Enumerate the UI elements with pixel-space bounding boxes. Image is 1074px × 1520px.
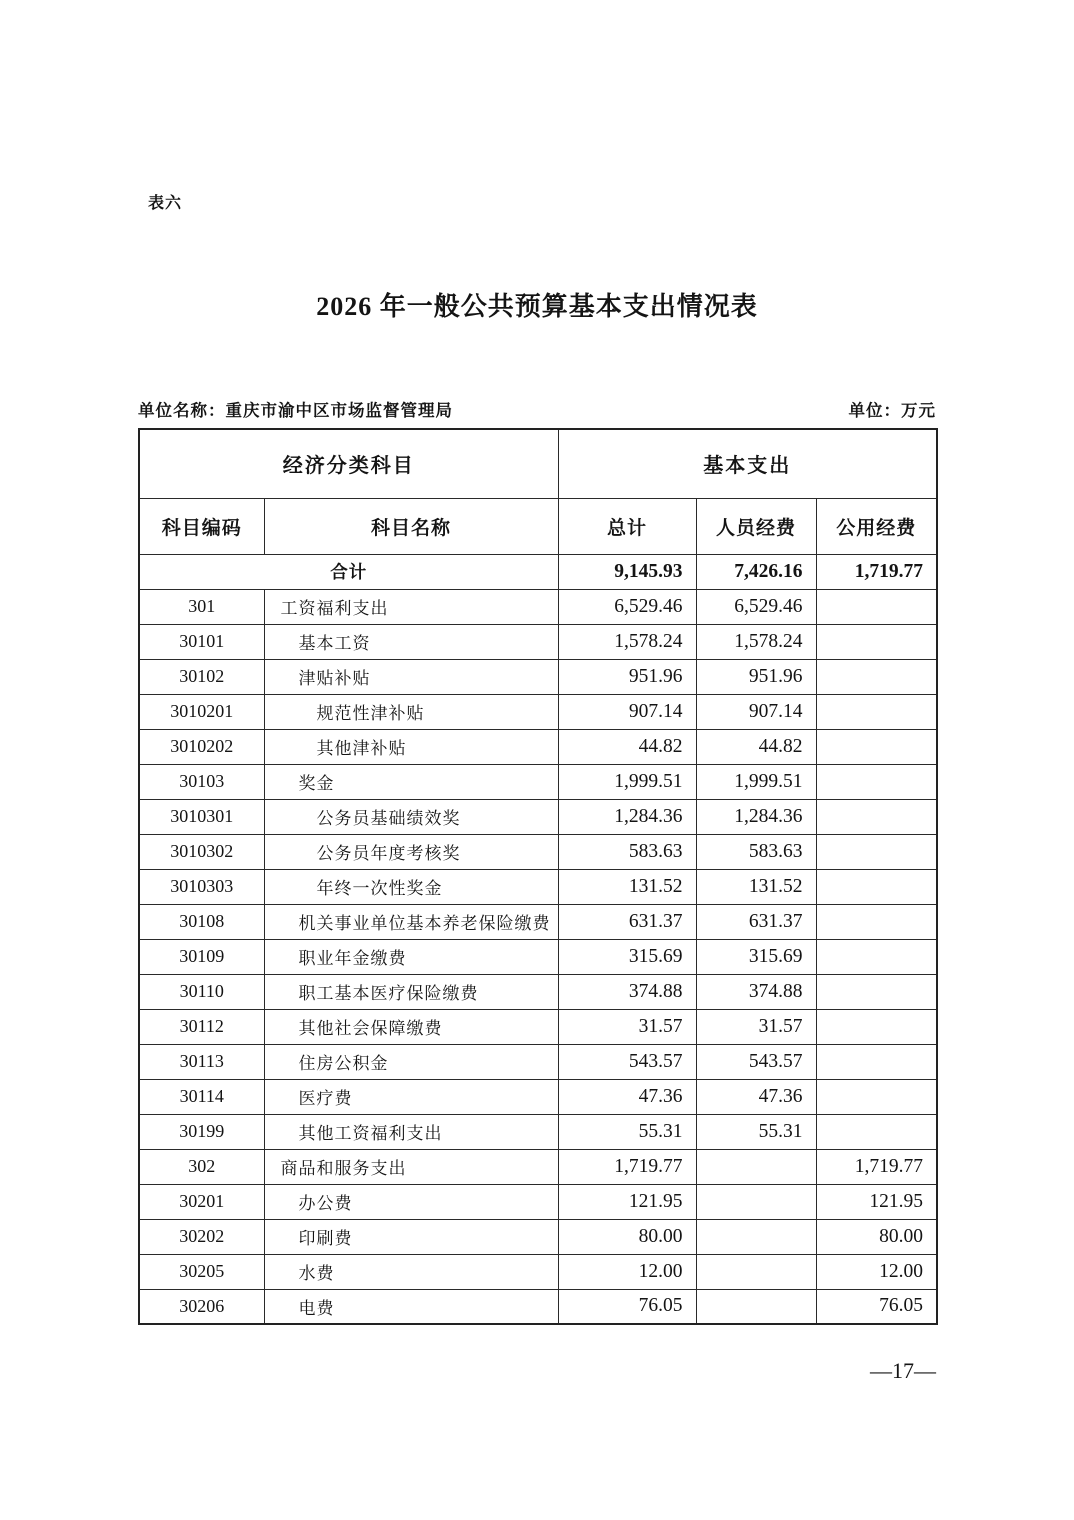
table-row bbox=[139, 1009, 937, 1044]
subject-name-cell: 办公费 bbox=[264, 1184, 558, 1219]
col-header-personnel-funds: 人员经费 bbox=[696, 498, 816, 554]
subject-name-cell: 其他工资福利支出 bbox=[264, 1114, 558, 1149]
public-value-cell bbox=[816, 1079, 937, 1114]
personnel-value-cell bbox=[696, 1184, 816, 1219]
personnel-value-cell: 47.36 bbox=[696, 1079, 816, 1114]
subject-code-cell: 302 bbox=[139, 1149, 264, 1184]
public-value-cell bbox=[816, 834, 937, 869]
total-value-cell: 1,719.77 bbox=[558, 1149, 696, 1184]
public-value-cell: 121.95 bbox=[816, 1184, 937, 1219]
total-value-cell: 31.57 bbox=[558, 1009, 696, 1044]
public-value-cell: 76.05 bbox=[816, 1289, 937, 1324]
subject-code-cell: 3010302 bbox=[139, 834, 264, 869]
subject-name-cell: 印刷费 bbox=[264, 1219, 558, 1254]
currency-unit-label: 单位：万元 bbox=[848, 401, 936, 420]
public-value-cell bbox=[816, 869, 937, 904]
table-column-header-row bbox=[139, 498, 937, 554]
unit-info-row bbox=[138, 397, 936, 421]
total-row-personnel-value: 7,426.16 bbox=[696, 554, 816, 589]
subject-code-cell: 3010201 bbox=[139, 694, 264, 729]
table-row bbox=[139, 869, 937, 904]
table-row bbox=[139, 1114, 937, 1149]
total-value-cell: 44.82 bbox=[558, 729, 696, 764]
total-value-cell: 80.00 bbox=[558, 1219, 696, 1254]
personnel-value-cell: 131.52 bbox=[696, 869, 816, 904]
subject-name-cell: 奖金 bbox=[264, 764, 558, 799]
public-value-cell bbox=[816, 904, 937, 939]
personnel-value-cell: 951.96 bbox=[696, 659, 816, 694]
subject-name-cell: 职工基本医疗保险缴费 bbox=[264, 974, 558, 1009]
col-header-total: 总计 bbox=[558, 498, 696, 554]
table-row bbox=[139, 799, 937, 834]
subject-name-cell: 公务员基础绩效奖 bbox=[264, 799, 558, 834]
personnel-value-cell: 907.14 bbox=[696, 694, 816, 729]
col-header-subject-code: 科目编码 bbox=[139, 498, 264, 554]
subject-code-cell: 30103 bbox=[139, 764, 264, 799]
table-row bbox=[139, 974, 937, 1009]
personnel-value-cell: 1,578.24 bbox=[696, 624, 816, 659]
public-value-cell: 12.00 bbox=[816, 1254, 937, 1289]
subject-name-cell: 商品和服务支出 bbox=[264, 1149, 558, 1184]
total-value-cell: 1,284.36 bbox=[558, 799, 696, 834]
personnel-value-cell: 1,999.51 bbox=[696, 764, 816, 799]
personnel-value-cell bbox=[696, 1289, 816, 1324]
table-row bbox=[139, 589, 937, 624]
personnel-value-cell: 44.82 bbox=[696, 729, 816, 764]
table-row bbox=[139, 834, 937, 869]
total-value-cell: 583.63 bbox=[558, 834, 696, 869]
personnel-value-cell bbox=[696, 1254, 816, 1289]
group-header-classification: 经济分类科目 bbox=[139, 429, 558, 498]
subject-code-cell: 301 bbox=[139, 589, 264, 624]
unit-name-label: 单位名称：重庆市渝中区市场监督管理局 bbox=[138, 401, 453, 420]
total-value-cell: 131.52 bbox=[558, 869, 696, 904]
table-row bbox=[139, 659, 937, 694]
subject-code-cell: 30108 bbox=[139, 904, 264, 939]
personnel-value-cell: 31.57 bbox=[696, 1009, 816, 1044]
total-row-total-value: 9,145.93 bbox=[558, 554, 696, 589]
document-title: 2026 年一般公共预算基本支出情况表 bbox=[316, 292, 758, 321]
total-value-cell: 1,578.24 bbox=[558, 624, 696, 659]
table-group-header-row bbox=[139, 429, 937, 498]
personnel-value-cell: 315.69 bbox=[696, 939, 816, 974]
table-row bbox=[139, 624, 937, 659]
total-value-cell: 12.00 bbox=[558, 1254, 696, 1289]
subject-code-cell: 30199 bbox=[139, 1114, 264, 1149]
personnel-value-cell: 55.31 bbox=[696, 1114, 816, 1149]
total-value-cell: 1,999.51 bbox=[558, 764, 696, 799]
public-value-cell bbox=[816, 624, 937, 659]
subject-code-cell: 30206 bbox=[139, 1289, 264, 1324]
table-row bbox=[139, 1044, 937, 1079]
public-value-cell: 1,719.77 bbox=[816, 1149, 937, 1184]
page-number: —17— bbox=[870, 1358, 936, 1383]
subject-code-cell: 30201 bbox=[139, 1184, 264, 1219]
total-value-cell: 47.36 bbox=[558, 1079, 696, 1114]
subject-code-cell: 30202 bbox=[139, 1219, 264, 1254]
total-value-cell: 374.88 bbox=[558, 974, 696, 1009]
public-value-cell bbox=[816, 939, 937, 974]
subject-code-cell: 30101 bbox=[139, 624, 264, 659]
table-row bbox=[139, 904, 937, 939]
budget-table bbox=[138, 428, 938, 1325]
table-body bbox=[139, 554, 937, 1324]
personnel-value-cell: 1,284.36 bbox=[696, 799, 816, 834]
total-value-cell: 631.37 bbox=[558, 904, 696, 939]
subject-name-cell: 机关事业单位基本养老保险缴费 bbox=[264, 904, 558, 939]
table-row bbox=[139, 729, 937, 764]
personnel-value-cell bbox=[696, 1219, 816, 1254]
public-value-cell bbox=[816, 799, 937, 834]
subject-name-cell: 医疗费 bbox=[264, 1079, 558, 1114]
public-value-cell bbox=[816, 1114, 937, 1149]
subject-name-cell: 职业年金缴费 bbox=[264, 939, 558, 974]
public-value-cell bbox=[816, 659, 937, 694]
total-value-cell: 951.96 bbox=[558, 659, 696, 694]
public-value-cell bbox=[816, 729, 937, 764]
personnel-value-cell: 583.63 bbox=[696, 834, 816, 869]
public-value-cell bbox=[816, 589, 937, 624]
subject-code-cell: 30109 bbox=[139, 939, 264, 974]
subject-name-cell: 其他社会保障缴费 bbox=[264, 1009, 558, 1044]
subject-code-cell: 3010301 bbox=[139, 799, 264, 834]
total-value-cell: 907.14 bbox=[558, 694, 696, 729]
total-value-cell: 121.95 bbox=[558, 1184, 696, 1219]
public-value-cell bbox=[816, 1044, 937, 1079]
subject-code-cell: 30114 bbox=[139, 1079, 264, 1114]
personnel-value-cell: 631.37 bbox=[696, 904, 816, 939]
subject-name-cell: 住房公积金 bbox=[264, 1044, 558, 1079]
personnel-value-cell: 543.57 bbox=[696, 1044, 816, 1079]
personnel-value-cell: 374.88 bbox=[696, 974, 816, 1009]
public-value-cell bbox=[816, 694, 937, 729]
total-value-cell: 6,529.46 bbox=[558, 589, 696, 624]
total-value-cell: 76.05 bbox=[558, 1289, 696, 1324]
table-row bbox=[139, 1079, 937, 1114]
public-value-cell bbox=[816, 1009, 937, 1044]
subject-name-cell: 规范性津补贴 bbox=[264, 694, 558, 729]
table-row bbox=[139, 1184, 937, 1219]
subject-code-cell: 3010202 bbox=[139, 729, 264, 764]
table-row bbox=[139, 694, 937, 729]
subject-code-cell: 30205 bbox=[139, 1254, 264, 1289]
public-value-cell bbox=[816, 764, 937, 799]
subject-code-cell: 30110 bbox=[139, 974, 264, 1009]
total-row-public-value: 1,719.77 bbox=[816, 554, 937, 589]
total-value-cell: 55.31 bbox=[558, 1114, 696, 1149]
table-row bbox=[139, 764, 937, 799]
public-value-cell: 80.00 bbox=[816, 1219, 937, 1254]
table-row bbox=[139, 1254, 937, 1289]
public-value-cell bbox=[816, 974, 937, 1009]
subject-name-cell: 基本工资 bbox=[264, 624, 558, 659]
subject-name-cell: 工资福利支出 bbox=[264, 589, 558, 624]
subject-name-cell: 其他津补贴 bbox=[264, 729, 558, 764]
table-row bbox=[139, 1149, 937, 1184]
subject-code-cell: 30113 bbox=[139, 1044, 264, 1079]
subject-name-cell: 电费 bbox=[264, 1289, 558, 1324]
subject-name-cell: 公务员年度考核奖 bbox=[264, 834, 558, 869]
subject-code-cell: 3010303 bbox=[139, 869, 264, 904]
subject-name-cell: 年终一次性奖金 bbox=[264, 869, 558, 904]
table-row bbox=[139, 1289, 937, 1324]
subject-name-cell: 津贴补贴 bbox=[264, 659, 558, 694]
total-row bbox=[139, 554, 937, 589]
col-header-subject-name: 科目名称 bbox=[264, 498, 558, 554]
total-value-cell: 543.57 bbox=[558, 1044, 696, 1079]
subject-code-cell: 30102 bbox=[139, 659, 264, 694]
total-value-cell: 315.69 bbox=[558, 939, 696, 974]
table-row bbox=[139, 939, 937, 974]
total-row-label: 合计 bbox=[139, 554, 558, 589]
table-number-label: 表六 bbox=[148, 193, 183, 212]
subject-code-cell: 30112 bbox=[139, 1009, 264, 1044]
group-header-basic-expenditure: 基本支出 bbox=[558, 429, 937, 498]
subject-name-cell: 水费 bbox=[264, 1254, 558, 1289]
personnel-value-cell: 6,529.46 bbox=[696, 589, 816, 624]
table-row bbox=[139, 1219, 937, 1254]
personnel-value-cell bbox=[696, 1149, 816, 1184]
col-header-public-funds: 公用经费 bbox=[816, 498, 937, 554]
